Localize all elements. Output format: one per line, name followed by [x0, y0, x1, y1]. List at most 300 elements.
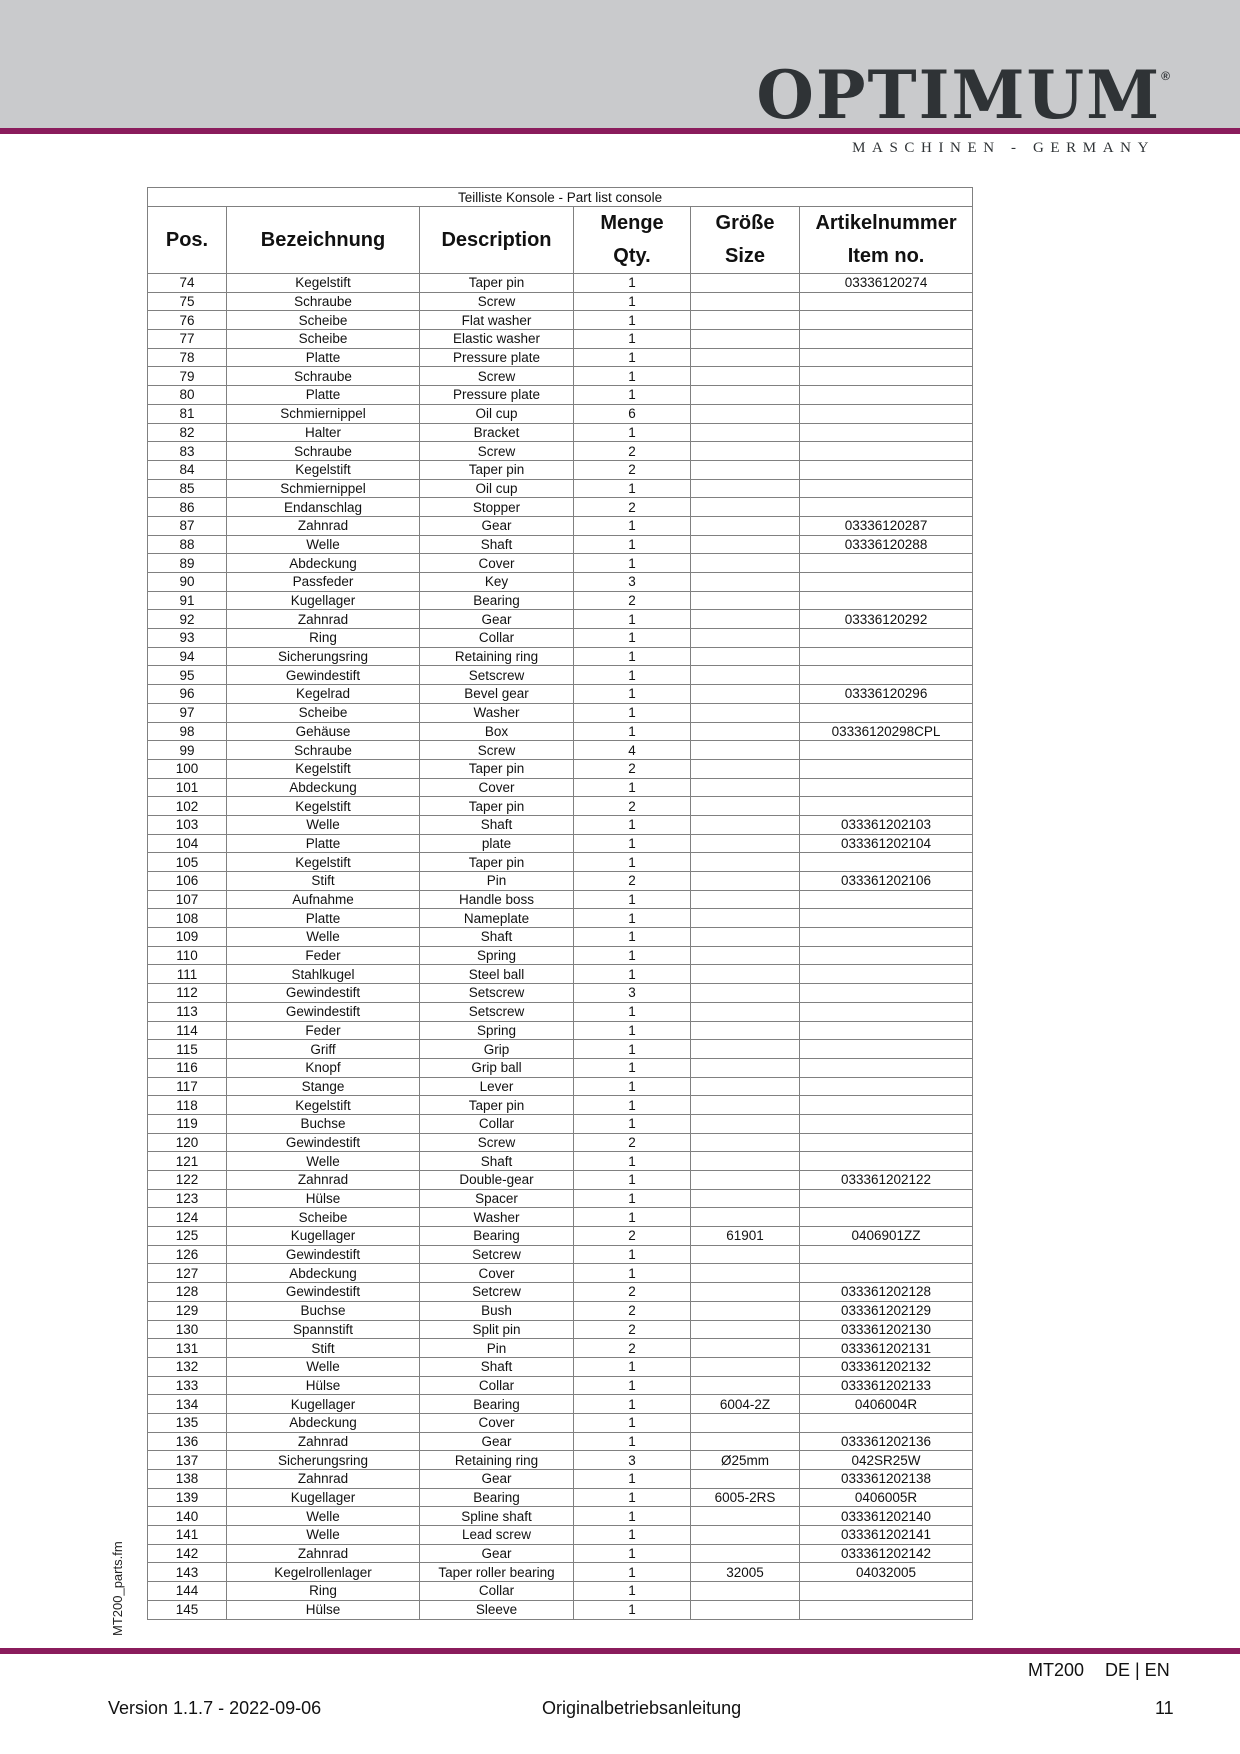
cell-bezeichnung: Abdeckung [227, 1413, 420, 1432]
cell-bezeichnung: Kugellager [227, 1488, 420, 1507]
cell-bezeichnung: Zahnrad [227, 516, 420, 535]
cell-bezeichnung: Schmiernippel [227, 404, 420, 423]
table-row [148, 1526, 973, 1545]
cell-description: Shaft [420, 928, 574, 947]
cell-item-no [800, 1096, 973, 1115]
cell-item-no: 033361202140 [800, 1507, 973, 1526]
table-row [148, 797, 973, 816]
cell-item-no [800, 759, 973, 778]
cell-bezeichnung: Hülse [227, 1600, 420, 1619]
cell-pos: 90 [148, 573, 227, 592]
cell-description: Nameplate [420, 909, 574, 928]
cell-item-no: 0406901ZZ [800, 1227, 973, 1246]
cell-pos: 79 [148, 367, 227, 386]
cell-item-no: 03336120288 [800, 535, 973, 554]
table-row [148, 722, 973, 741]
cell-size [691, 1021, 800, 1040]
cell-item-no [800, 890, 973, 909]
table-row [148, 815, 973, 834]
header-artikelnummer-label: Artikelnummer [815, 212, 957, 234]
cell-qty: 1 [574, 554, 691, 573]
cell-bezeichnung: Kegelstift [227, 460, 420, 479]
cell-item-no: 033361202122 [800, 1171, 973, 1190]
cell-qty: 1 [574, 1040, 691, 1059]
cell-qty: 1 [574, 909, 691, 928]
table-row [148, 1077, 973, 1096]
cell-qty: 3 [574, 573, 691, 592]
cell-qty: 1 [574, 1507, 691, 1526]
cell-bezeichnung: Gehäuse [227, 722, 420, 741]
cell-qty: 2 [574, 1133, 691, 1152]
cell-pos: 106 [148, 872, 227, 891]
table-row [148, 759, 973, 778]
cell-pos: 144 [148, 1582, 227, 1601]
cell-size [691, 815, 800, 834]
cell-qty: 1 [574, 890, 691, 909]
cell-pos: 117 [148, 1077, 227, 1096]
cell-description: Shaft [420, 535, 574, 554]
table-row [148, 1171, 973, 1190]
cell-item-no [800, 853, 973, 872]
cell-qty: 2 [574, 442, 691, 461]
table-row [148, 1600, 973, 1619]
cell-qty: 3 [574, 1451, 691, 1470]
cell-item-no [800, 573, 973, 592]
cell-item-no [800, 1021, 973, 1040]
cell-pos: 98 [148, 722, 227, 741]
cell-pos: 124 [148, 1208, 227, 1227]
table-row [148, 1357, 973, 1376]
cell-item-no [800, 909, 973, 928]
cell-size [691, 311, 800, 330]
header-description: Description [420, 207, 574, 274]
cell-item-no [800, 928, 973, 947]
cell-item-no [800, 1413, 973, 1432]
cell-bezeichnung: Stange [227, 1077, 420, 1096]
cell-size [691, 1339, 800, 1358]
cell-qty: 2 [574, 498, 691, 517]
cell-description: Collar [420, 1376, 574, 1395]
cell-qty: 1 [574, 1395, 691, 1414]
cell-item-no: 033361202132 [800, 1357, 973, 1376]
header-bezeichnung: Bezeichnung [227, 207, 420, 274]
cell-qty: 1 [574, 1376, 691, 1395]
cell-pos: 89 [148, 554, 227, 573]
cell-pos: 101 [148, 778, 227, 797]
registered-mark: ® [1161, 69, 1172, 83]
cell-item-no [800, 647, 973, 666]
cell-size: Ø25mm [691, 1451, 800, 1470]
cell-qty: 1 [574, 647, 691, 666]
cell-size [691, 1470, 800, 1489]
cell-item-no: 03336120298CPL [800, 722, 973, 741]
cell-description: Taper pin [420, 460, 574, 479]
cell-size [691, 946, 800, 965]
cell-qty: 1 [574, 928, 691, 947]
side-file-label: MT200_parts.fm [110, 1541, 125, 1636]
cell-description: Taper pin [420, 274, 574, 293]
cell-pos: 140 [148, 1507, 227, 1526]
cell-description: Lead screw [420, 1526, 574, 1545]
cell-size [691, 928, 800, 947]
cell-item-no [800, 330, 973, 349]
cell-bezeichnung: Welle [227, 928, 420, 947]
cell-size [691, 666, 800, 685]
cell-size [691, 797, 800, 816]
table-row [148, 1227, 973, 1246]
cell-description: Setscrew [420, 666, 574, 685]
table-row [148, 666, 973, 685]
cell-item-no [800, 1208, 973, 1227]
cell-pos: 80 [148, 386, 227, 405]
cell-item-no [800, 591, 973, 610]
table-row [148, 460, 973, 479]
cell-description: Spring [420, 1021, 574, 1040]
cell-description: Bearing [420, 591, 574, 610]
cell-size [691, 274, 800, 293]
header-groesse-label: Größe [715, 212, 775, 234]
table-row [148, 1544, 973, 1563]
cell-qty: 1 [574, 1171, 691, 1190]
cell-bezeichnung: Hülse [227, 1189, 420, 1208]
cell-bezeichnung: Zahnrad [227, 610, 420, 629]
cell-item-no [800, 1077, 973, 1096]
cell-item-no [800, 778, 973, 797]
cell-bezeichnung: Sicherungsring [227, 1451, 420, 1470]
cell-qty: 1 [574, 1413, 691, 1432]
table-row [148, 423, 973, 442]
cell-qty: 1 [574, 1189, 691, 1208]
cell-item-no: 033361202129 [800, 1301, 973, 1320]
cell-size [691, 1114, 800, 1133]
cell-pos: 119 [148, 1114, 227, 1133]
cell-bezeichnung: Welle [227, 1152, 420, 1171]
table-row [148, 311, 973, 330]
cell-item-no [800, 1582, 973, 1601]
cell-bezeichnung: Abdeckung [227, 554, 420, 573]
cell-qty: 1 [574, 629, 691, 648]
cell-size [691, 423, 800, 442]
cell-pos: 94 [148, 647, 227, 666]
cell-item-no [800, 1152, 973, 1171]
cell-description: Flat washer [420, 311, 574, 330]
cell-qty: 1 [574, 1600, 691, 1619]
cell-size [691, 367, 800, 386]
cell-pos: 123 [148, 1189, 227, 1208]
cell-size [691, 1357, 800, 1376]
cell-qty: 2 [574, 591, 691, 610]
cell-qty: 2 [574, 1320, 691, 1339]
cell-item-no: 033361202106 [800, 872, 973, 891]
cell-size [691, 965, 800, 984]
cell-description: Setcrew [420, 1283, 574, 1302]
cell-description: Spline shaft [420, 1507, 574, 1526]
table-row [148, 573, 973, 592]
cell-qty: 1 [574, 1582, 691, 1601]
table-row [148, 909, 973, 928]
cell-qty: 1 [574, 1152, 691, 1171]
cell-size [691, 479, 800, 498]
cell-qty: 1 [574, 834, 691, 853]
cell-description: Taper pin [420, 1096, 574, 1115]
cell-pos: 118 [148, 1096, 227, 1115]
table-row [148, 1507, 973, 1526]
cell-qty: 1 [574, 703, 691, 722]
cell-item-no: 03336120287 [800, 516, 973, 535]
optimum-logo [756, 56, 1172, 134]
cell-qty: 1 [574, 1563, 691, 1582]
header-size-label: Size [724, 245, 766, 267]
table-row [148, 1152, 973, 1171]
cell-bezeichnung: Halter [227, 423, 420, 442]
table-row [148, 610, 973, 629]
table-row [148, 442, 973, 461]
cell-size [691, 348, 800, 367]
cell-pos: 113 [148, 1002, 227, 1021]
cell-bezeichnung: Stahlkugel [227, 965, 420, 984]
cell-description: Taper roller bearing [420, 1563, 574, 1582]
cell-description: Cover [420, 1413, 574, 1432]
cell-bezeichnung: Welle [227, 1526, 420, 1545]
cell-description: Oil cup [420, 479, 574, 498]
table-row [148, 965, 973, 984]
cell-description: Cover [420, 554, 574, 573]
parts-table [147, 187, 973, 1620]
cell-description: Shaft [420, 1152, 574, 1171]
cell-item-no [800, 1040, 973, 1059]
cell-bezeichnung: Platte [227, 909, 420, 928]
cell-item-no [800, 1189, 973, 1208]
table-row [148, 1189, 973, 1208]
cell-pos: 83 [148, 442, 227, 461]
footer-divider [0, 1648, 1240, 1654]
footer-doc-type: Originalbetriebsanleitung [542, 1698, 742, 1718]
cell-pos: 145 [148, 1600, 227, 1619]
cell-qty: 2 [574, 1283, 691, 1302]
cell-bezeichnung: Welle [227, 815, 420, 834]
cell-size [691, 1320, 800, 1339]
cell-qty: 1 [574, 423, 691, 442]
cell-size [691, 1432, 800, 1451]
cell-item-no: 033361202130 [800, 1320, 973, 1339]
cell-description: Spacer [420, 1189, 574, 1208]
table-row [148, 591, 973, 610]
header-item-no [800, 207, 973, 274]
cell-bezeichnung: Platte [227, 348, 420, 367]
cell-bezeichnung: Buchse [227, 1114, 420, 1133]
cell-qty: 1 [574, 1002, 691, 1021]
cell-qty: 1 [574, 292, 691, 311]
cell-item-no [800, 460, 973, 479]
cell-description: Sleeve [420, 1600, 574, 1619]
cell-description: Grip ball [420, 1058, 574, 1077]
table-row [148, 1582, 973, 1601]
cell-bezeichnung: Schraube [227, 442, 420, 461]
table-caption: Teilliste Konsole - Part list console [148, 188, 973, 207]
table-row [148, 367, 973, 386]
cell-pos: 112 [148, 984, 227, 1003]
cell-bezeichnung: Scheibe [227, 703, 420, 722]
table-row [148, 890, 973, 909]
cell-item-no: 0406004R [800, 1395, 973, 1414]
cell-pos: 109 [148, 928, 227, 947]
cell-bezeichnung: Aufnahme [227, 890, 420, 909]
cell-bezeichnung: Gewindestift [227, 666, 420, 685]
cell-bezeichnung: Kegelstift [227, 1096, 420, 1115]
cell-qty: 1 [574, 535, 691, 554]
cell-item-no: 033361202138 [800, 1470, 973, 1489]
table-row [148, 741, 973, 760]
cell-description: Bearing [420, 1395, 574, 1414]
cell-size [691, 1264, 800, 1283]
cell-pos: 91 [148, 591, 227, 610]
table-row [148, 554, 973, 573]
cell-size [691, 1600, 800, 1619]
cell-description: Gear [420, 1432, 574, 1451]
cell-description: Gear [420, 516, 574, 535]
parts-table-body [148, 274, 973, 1620]
cell-size [691, 872, 800, 891]
cell-description: Bush [420, 1301, 574, 1320]
cell-bezeichnung: Platte [227, 386, 420, 405]
cell-pos: 136 [148, 1432, 227, 1451]
table-row [148, 1040, 973, 1059]
header-item-no-label: Item no. [847, 245, 925, 267]
header-qty [574, 207, 691, 274]
table-row [148, 1283, 973, 1302]
cell-bezeichnung: Kugellager [227, 1395, 420, 1414]
cell-bezeichnung: Sicherungsring [227, 647, 420, 666]
table-row [148, 1376, 973, 1395]
cell-bezeichnung: Schraube [227, 292, 420, 311]
cell-size [691, 1096, 800, 1115]
footer-page-number: 11 [1155, 1698, 1174, 1718]
cell-bezeichnung: Kugellager [227, 591, 420, 610]
cell-bezeichnung: Stift [227, 1339, 420, 1358]
cell-bezeichnung: Kugellager [227, 1227, 420, 1246]
cell-pos: 81 [148, 404, 227, 423]
cell-pos: 86 [148, 498, 227, 517]
cell-qty: 2 [574, 1301, 691, 1320]
cell-pos: 75 [148, 292, 227, 311]
cell-size: 32005 [691, 1563, 800, 1582]
cell-item-no [800, 1058, 973, 1077]
cell-description: Screw [420, 741, 574, 760]
cell-item-no [800, 946, 973, 965]
cell-bezeichnung: Schraube [227, 741, 420, 760]
table-row [148, 1208, 973, 1227]
cell-bezeichnung: Zahnrad [227, 1544, 420, 1563]
cell-size [691, 1245, 800, 1264]
cell-pos: 142 [148, 1544, 227, 1563]
cell-item-no [800, 703, 973, 722]
table-row [148, 1339, 973, 1358]
cell-size [691, 1526, 800, 1545]
cell-item-no [800, 554, 973, 573]
cell-item-no [800, 1133, 973, 1152]
cell-qty: 1 [574, 1114, 691, 1133]
cell-size [691, 1171, 800, 1190]
cell-size [691, 909, 800, 928]
cell-size [691, 610, 800, 629]
table-row [148, 516, 973, 535]
cell-qty: 2 [574, 1227, 691, 1246]
cell-item-no: 033361202104 [800, 834, 973, 853]
cell-qty: 1 [574, 479, 691, 498]
cell-size [691, 1058, 800, 1077]
cell-description: Shaft [420, 1357, 574, 1376]
cell-qty: 1 [574, 853, 691, 872]
table-row [148, 1114, 973, 1133]
cell-description: Screw [420, 367, 574, 386]
table-row [148, 1470, 973, 1489]
cell-bezeichnung: Ring [227, 629, 420, 648]
cell-size [691, 1544, 800, 1563]
cell-qty: 1 [574, 1021, 691, 1040]
cell-size [691, 330, 800, 349]
header-menge-label: Menge [600, 212, 664, 234]
cell-item-no [800, 1114, 973, 1133]
cell-item-no [800, 1264, 973, 1283]
cell-pos: 105 [148, 853, 227, 872]
table-row [148, 1320, 973, 1339]
cell-bezeichnung: Gewindestift [227, 1002, 420, 1021]
cell-item-no: 03336120296 [800, 685, 973, 704]
cell-pos: 116 [148, 1058, 227, 1077]
table-row [148, 928, 973, 947]
cell-size [691, 722, 800, 741]
cell-description: Lever [420, 1077, 574, 1096]
cell-pos: 138 [148, 1470, 227, 1489]
cell-size [691, 404, 800, 423]
table-row [148, 1058, 973, 1077]
cell-pos: 121 [148, 1152, 227, 1171]
footer-model: MT200 [1028, 1660, 1085, 1680]
cell-item-no [800, 442, 973, 461]
cell-size [691, 1376, 800, 1395]
cell-bezeichnung: Knopf [227, 1058, 420, 1077]
cell-description: Gear [420, 610, 574, 629]
cell-bezeichnung: Spannstift [227, 1320, 420, 1339]
cell-pos: 130 [148, 1320, 227, 1339]
cell-pos: 128 [148, 1283, 227, 1302]
cell-description: plate [420, 834, 574, 853]
cell-item-no [800, 386, 973, 405]
cell-item-no [800, 348, 973, 367]
cell-pos: 126 [148, 1245, 227, 1264]
cell-item-no: 033361202142 [800, 1544, 973, 1563]
cell-size [691, 1002, 800, 1021]
cell-pos: 141 [148, 1526, 227, 1545]
cell-description: Retaining ring [420, 647, 574, 666]
cell-size [691, 703, 800, 722]
cell-pos: 77 [148, 330, 227, 349]
table-row [148, 1133, 973, 1152]
cell-description: Setscrew [420, 984, 574, 1003]
cell-qty: 1 [574, 946, 691, 965]
cell-bezeichnung: Griff [227, 1040, 420, 1059]
cell-item-no [800, 1245, 973, 1264]
cell-qty: 1 [574, 1470, 691, 1489]
cell-qty: 1 [574, 348, 691, 367]
cell-qty: 2 [574, 1339, 691, 1358]
cell-item-no [800, 666, 973, 685]
cell-description: Shaft [420, 815, 574, 834]
cell-pos: 110 [148, 946, 227, 965]
cell-bezeichnung: Gewindestift [227, 1245, 420, 1264]
cell-item-no: 033361202133 [800, 1376, 973, 1395]
cell-bezeichnung: Feder [227, 946, 420, 965]
